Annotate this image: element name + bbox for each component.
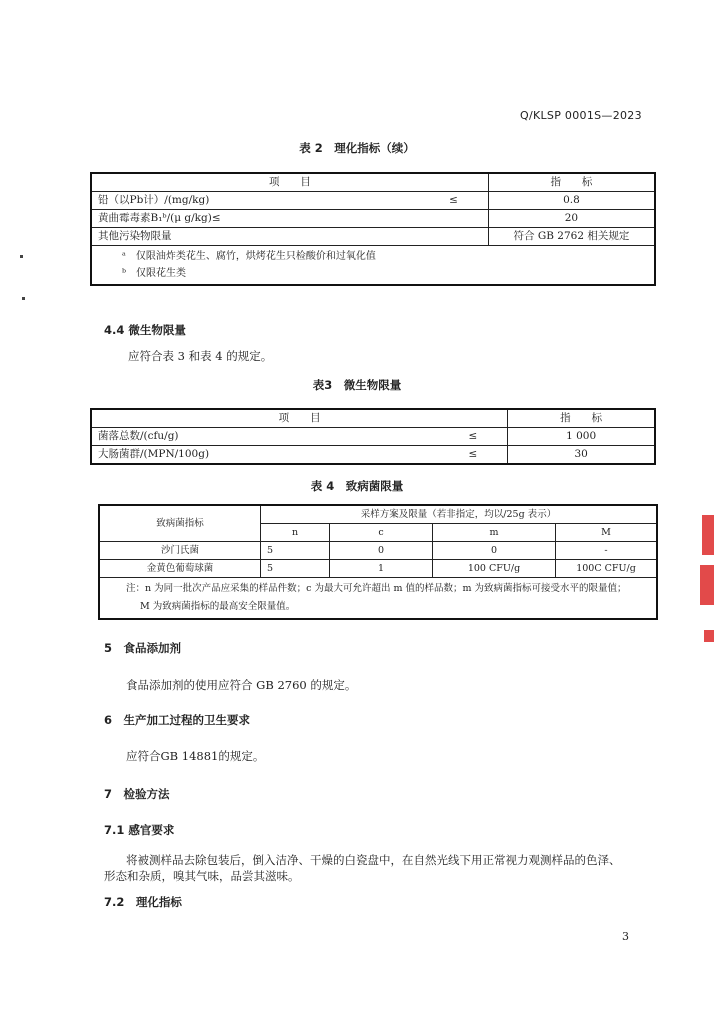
table4-m: 0: [433, 542, 556, 560]
table3-header-item: 项 目: [91, 409, 508, 428]
table4-note-line1: 注：n 为同一批次产品应采集的样品件数；c 为最大可允许超出 m 值的样品数；m 为致病菌指标可接受水平的限量值；: [126, 583, 627, 594]
section-7-title: 7 检验方法: [104, 787, 170, 801]
table4-m: 100 CFU/g: [433, 560, 556, 578]
table2-value: 符合 GB 2762 相关规定: [488, 228, 655, 246]
table3-value: 1 000: [508, 428, 655, 446]
section-7-1-title: 7.1 感官要求: [104, 823, 175, 837]
seal-fragment: [700, 565, 714, 605]
table2-sym: ≤: [382, 192, 488, 210]
seal-fragment: [704, 630, 714, 642]
table4-n: 5: [261, 560, 330, 578]
table2-item: 黄曲霉毒素B₁ᵇ/(μ g/kg)≤: [91, 210, 488, 228]
scan-speck: [22, 297, 25, 300]
table4-header-plan: 采样方案及限量（若非指定，均以/25g 表示）: [261, 505, 658, 524]
table4: [98, 504, 658, 620]
section-5-title: 5 食品添加剂: [104, 641, 182, 655]
section-4-4-text: 应符合表 3 和表 4 的规定。: [128, 349, 273, 363]
table4-M: 100C CFU/g: [556, 560, 658, 578]
table-row: [91, 228, 655, 246]
section-6-title: 6 生产加工过程的卫生要求: [104, 713, 251, 727]
table2-header-item: 项 目: [91, 173, 488, 192]
table4-item: 金黄色葡萄球菌: [99, 560, 261, 578]
table2-footnotes: [91, 246, 655, 286]
section-4-4-title: 4.4 微生物限量: [104, 323, 186, 337]
table4-note-line2: M 为致病菌指标的最高安全限量值。: [140, 601, 296, 612]
table2-caption: 表 2 理化指标（续）: [299, 141, 415, 155]
table3-sym: ≤: [334, 428, 508, 446]
scan-speck: [20, 255, 23, 258]
table-row: [99, 542, 657, 560]
table2-value: 20: [488, 210, 655, 228]
table4-caption: 表 4 致病菌限量: [310, 479, 404, 493]
table4-n: 5: [261, 542, 330, 560]
table4-sub-c: c: [330, 524, 433, 542]
table4-c: 1: [330, 560, 433, 578]
section-7-1-line2: 形态和杂质，嗅其气味，品尝其滋味。: [104, 869, 300, 883]
table4-c: 0: [330, 542, 433, 560]
table4-header-item: 致病菌指标: [99, 505, 261, 542]
footnote: ᵇ 仅限花生类: [122, 268, 186, 279]
table2: [90, 172, 656, 286]
table3: [90, 408, 656, 465]
section-7-1-line1: 将被测样品去除包装后，倒入洁净、干燥的白瓷盘中，在自然光线下用正常视力观测样品的色泽、: [126, 853, 621, 867]
table4-sub-m: m: [433, 524, 556, 542]
table-row: [91, 192, 655, 210]
table-row: [91, 446, 655, 465]
section-7-2-title: 7.2 理化指标: [104, 895, 182, 909]
table4-note: [99, 578, 657, 620]
table3-header-index: 指 标: [508, 409, 655, 428]
table-row: [99, 560, 657, 578]
table3-item: 大肠菌群/(MPN/100g): [91, 446, 334, 465]
table-row: [91, 210, 655, 228]
table2-value: 0.8: [488, 192, 655, 210]
table4-M: -: [556, 542, 658, 560]
table3-sym: ≤: [334, 446, 508, 465]
table4-sub-M: M: [556, 524, 658, 542]
page-number: 3: [622, 930, 629, 943]
table4-sub-n: n: [261, 524, 330, 542]
table3-item: 菌落总数/(cfu/g): [91, 428, 334, 446]
table-row: [91, 428, 655, 446]
table2-item: 其他污染物限量: [91, 228, 488, 246]
section-6-text: 应符合GB 14881的规定。: [126, 749, 265, 763]
table4-item: 沙门氏菌: [99, 542, 261, 560]
footnote: ᵃ 仅限油炸类花生、腐竹，烘烤花生只检酸价和过氧化值: [122, 251, 376, 262]
table2-item: 铅（以Pb计）/(mg/kg): [91, 192, 382, 210]
table2-header-index: 指 标: [488, 173, 655, 192]
section-5-text: 食品添加剂的使用应符合 GB 2760 的规定。: [126, 678, 357, 692]
table3-caption: 表3 微生物限量: [312, 378, 402, 392]
document-code: Q/KLSP 0001S—2023: [520, 109, 642, 122]
table3-value: 30: [508, 446, 655, 465]
seal-fragment: [702, 515, 714, 555]
